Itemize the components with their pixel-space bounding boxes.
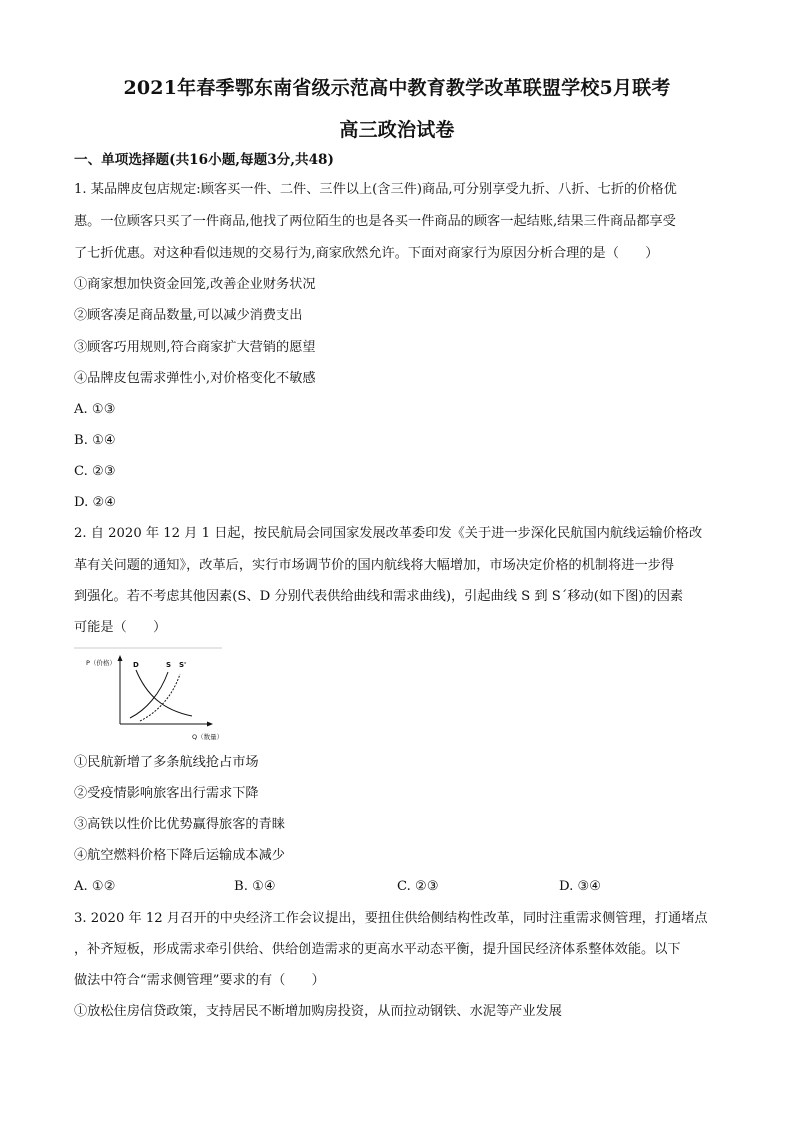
question-item: ①民航新增了多条航线抢占市场 <box>74 755 259 770</box>
answer-option-b: B. ①④ <box>74 433 116 448</box>
question-item: ①放松住房信贷政策，支持居民不断增加购房投资，从而拉动钢铁、水泥等产业发展 <box>74 1004 562 1019</box>
answer-option-d: D. ③④ <box>559 879 602 894</box>
question-item: ②顾客凑足商品数量,可以减少消费支出 <box>74 308 303 323</box>
question-stem-line: 3. 2020 年 12 月召开的中央经济工作会议提出，要扭住供给侧结构性改革，同时注重需求侧管理，打通堵点 <box>74 911 708 926</box>
question-item: ④航空燃料价格下降后运输成本减少 <box>74 848 285 863</box>
demand-curve <box>136 670 192 716</box>
exam-title: 2021年春季鄂东南省级示范高中教育教学改革联盟学校5月联考 <box>123 77 671 99</box>
question-item: ③顾客巧用规则,符合商家扩大营销的愿望 <box>74 340 316 355</box>
supply-curve-s-prime <box>140 674 180 721</box>
question-item: ②受疫情影响旅客出行需求下降 <box>74 786 259 801</box>
x-axis-label: Q（数量） <box>192 733 224 741</box>
question-item: ①商家想加快资金回笼,改善企业财务状况 <box>74 277 316 292</box>
answer-option-d: D. ②④ <box>74 495 117 510</box>
question-stem-line: 了七折优惠。对这种看似违规的交易行为,商家欣然允许。下面对商家行为原因分析合理的是（ ） <box>74 246 659 261</box>
section-heading: 一、单项选择题(共16小题,每题3分,共48) <box>74 152 334 168</box>
question-stem-line: 惠。一位顾客只买了一件商品,他找了两位陌生的也是各买一件商品的顾客一起结账,结果三件商品都享受 <box>74 214 676 229</box>
answer-option-b: B. ①④ <box>234 879 276 894</box>
supply-curve-s <box>130 672 168 718</box>
curve-d-label: D <box>133 661 139 669</box>
supply-demand-graph <box>74 646 234 744</box>
question-item: ④品牌皮包需求弹性小,对价格变化不敏感 <box>74 371 316 386</box>
answer-option-a: A. ①② <box>74 879 116 894</box>
question-stem-line: 到强化。若不考虑其他因素(S、D 分别代表供给曲线和需求曲线)，引起曲线 S 到 S´移动(如下图)的因素 <box>74 589 684 604</box>
y-axis-label: P（价格） <box>86 659 116 667</box>
answer-option-c: C. ②③ <box>74 464 116 479</box>
curve-s-prime-label: S' <box>179 661 187 669</box>
answer-option-a: A. ①③ <box>74 402 116 417</box>
x-axis-arrow <box>207 722 213 727</box>
question-item: ③高铁以性价比优势赢得旅客的青睐 <box>74 817 285 832</box>
curve-s-label: S <box>166 661 172 669</box>
question-stem-line: 1. 某品牌皮包店规定:顾客买一件、二件、三件以上(含三件)商品,可分别享受九折、八折、七折的价格优 <box>74 182 677 197</box>
exam-subtitle: 高三政治试卷 <box>339 119 455 141</box>
question-stem-line: 革有关问题的通知》，改革后，实行市场调节价的国内航线将大幅增加，市场决定价格的机制将进一步得 <box>74 558 675 573</box>
question-stem-line: 2. 自 2020 年 12 月 1 日起，按民航局会同国家发展改革委印发《关于进一步深化民航国内航线运输价格改 <box>74 526 703 541</box>
y-axis-arrow <box>118 655 123 661</box>
answer-option-c: C. ②③ <box>397 879 439 894</box>
question-stem-line: 可能是（ ） <box>74 620 167 635</box>
question-stem-line: ，补齐短板，形成需求牵引供给、供给创造需求的更高水平动态平衡，提升国民经济体系整体效能。以下 <box>74 942 681 957</box>
question-stem-line: 做法中符合“需求侧管理”要求的有（ ） <box>74 973 325 988</box>
